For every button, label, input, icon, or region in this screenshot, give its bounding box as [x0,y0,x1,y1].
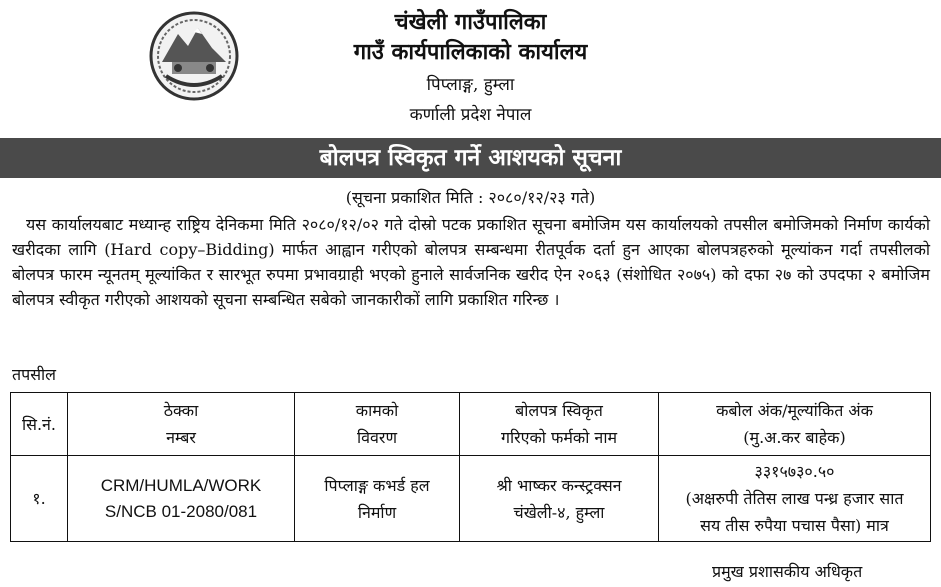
header-serial: सि.नं. [11,393,68,456]
office-name: चंखेली गाउँपालिका [394,9,547,35]
header-amount: कबोल अंक/मूल्यांकित अंक (मु.अ.कर बाहेक) [659,393,931,456]
cell-amount: ३३१५७३०.५० (अक्षरुपी तेतिस लाख पन्ध्र हजार सात सय तीस रुपैया पचास पैसा) मात्र [659,456,931,542]
cell-work: पिप्लाङ्ग कभर्ड हल निर्माण [295,456,460,542]
publish-date: (सूचना प्रकाशित मिति : २०८०/१२/२३ गते) [345,188,596,207]
header-firm: बोलपत्र स्विकृत गरिएको फर्मको नाम [460,393,659,456]
table-row [11,456,931,542]
cell-serial: १. [11,456,68,542]
table-header-row [11,393,931,456]
notice-body: यस कार्यालयबाट मध्यान्ह राष्ट्रिय देनिकमा मिति २०८०/१२/०२ गते दोस्रो पटक प्रकाशित सूचना बमोजिम यस कार्यालयको तपसील बमोजिमको निर्माण कार्यको खरीदका लागि (Hard copy–Bidding) मार्फत आह्वान गरीएको बोलपत्र सम्बन्धमा रीतपूर्वक दर्ता हुन आएका बोलपत्रहरुको मूल्यांकन गर्दा तपसीलको बोलपत्र फारम न्यूनतम् मूल्यांकित र सारभूत रुपमा प्रभावग्राही भएको हुनाले सार्वजनिक खरीद ऐन २०६३ (संशोधित २०७५) को दफा २७ को उपदफा २ बमोजिम बोलपत्र स्वीकृत गरीएको आशयको सूचना सम्बन्धित सबेको जानकारीकों लागि प्रकाशित गरिन्छ । [12,215,930,309]
office-location: पिप्लाङ्ग, हुम्ला [426,75,515,95]
signoff: प्रमुख प्रशासकीय अधिकृत [712,562,863,581]
office-subtitle: गाउँ कार्यपालिकाको कार्यालय [353,39,588,65]
contract-table [10,392,931,542]
header-contract-no: ठेक्का नम्बर [68,393,295,456]
cell-contract-no: CRM/HUMLA/WORK S/NCB 01-2080/081 [68,456,295,542]
cell-firm: श्री भाष्कर कन्स्ट्रक्सन चंखेली-४, हुम्ला [460,456,659,542]
notice-title: बोलपत्र स्विकृत गर्ने आशयको सूचना [0,138,941,178]
header-work: कामको विवरण [295,393,460,456]
office-province: कर्णाली प्रदेश नेपाल [409,105,532,125]
tapsil-label: तपसील [12,365,57,384]
